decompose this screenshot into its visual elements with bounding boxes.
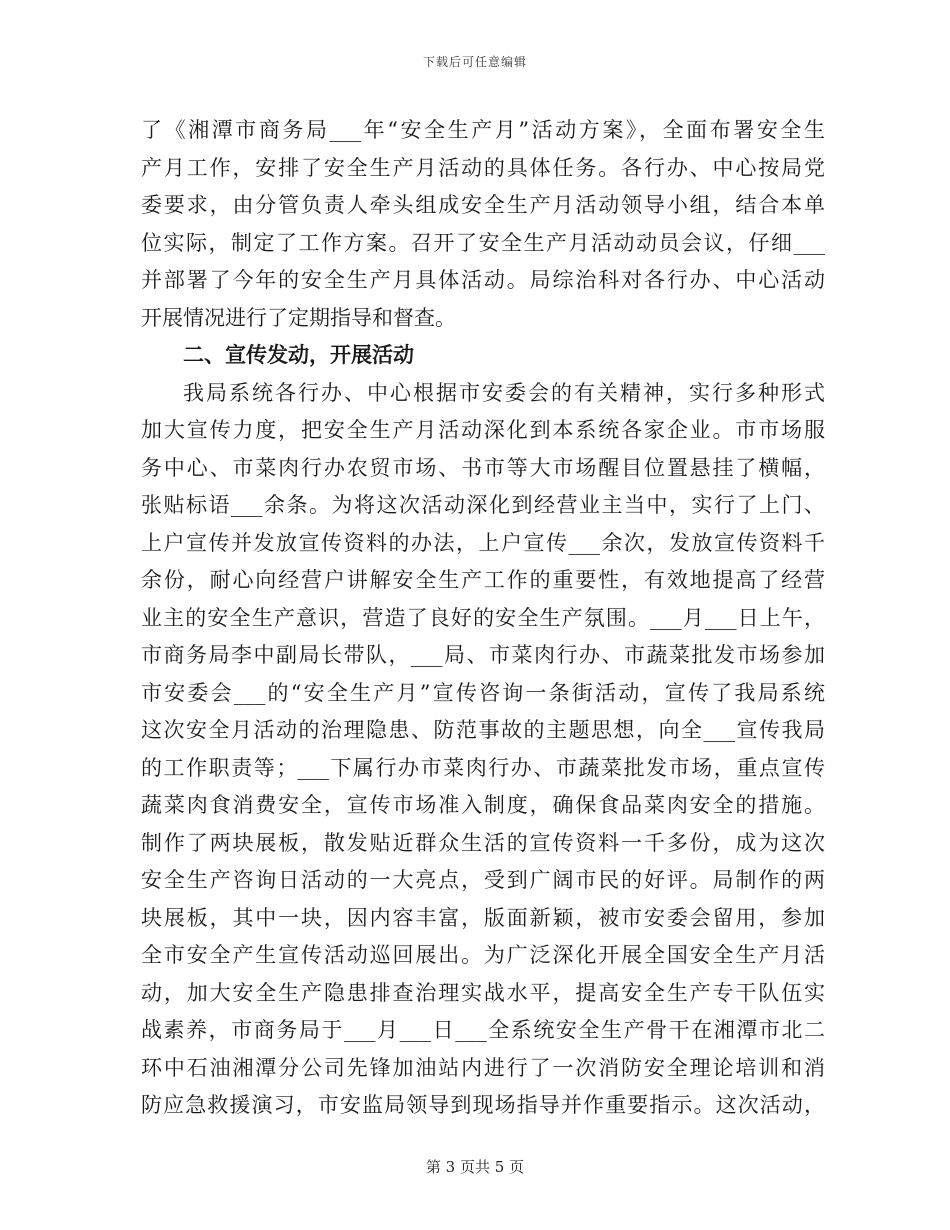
section-heading: 二、宣传发动，开展活动 [183, 343, 414, 367]
text-line: 安全生产咨询日活动的一大亮点，受到广阔市民的好评。局制作的两 [141, 868, 825, 892]
text-line: 蔬菜肉食消费安全，宣传市场准入制度，确保食品菜肉安全的措施。 [141, 793, 825, 817]
text-line: 务中心、市菜肉行办农贸市场、书市等大市场醒目位置悬挂了横幅， [141, 455, 825, 480]
text-line: 块展板，其中一块，因内容丰富，版面新颖，被市安委会留用，参加 [141, 905, 825, 930]
page-number: 第 3 页共 5 页 [425, 1158, 525, 1176]
paragraph-2 [141, 375, 825, 1125]
paragraph-1 [141, 112, 825, 337]
text-line: 市安委会___的“安全生产月”宣传咨询一条街活动，宣传了我局系统 [141, 680, 825, 705]
text-line: 了《湘潭市商务局___年“安全生产月”活动方案》，全面布署安全生 [141, 118, 825, 142]
page-header: 下载后可任意编辑 [422, 55, 527, 69]
text-line: 市商务局李中副局长带队，___局、市菜肉行办、市蔬菜批发市场参加 [141, 643, 825, 667]
text-line: 制作了两块展板，散发贴近群众生活的宣传资料一千多份，成为这次 [141, 830, 825, 855]
text-line: 业主的安全生产意识，营造了良好的安全生产氛围。___月___日上午， [141, 605, 825, 630]
text-line: 战素养，市商务局于___月___日___全系统安全生产骨干在湘潭市北二 [141, 1018, 825, 1042]
text-line: 这次安全月活动的治理隐患、防范事故的主题思想，向全___宣传我局 [141, 718, 825, 742]
text-line: 我局系统各行办、中心根据市安委会的有关精神，实行多种形式 [183, 380, 825, 405]
text-line: 加大宣传力度，把安全生产月活动深化到本系统各家企业。市市场服 [141, 418, 825, 442]
text-line: 位实际，制定了工作方案。召开了安全生产月活动动员会议，仔细___ [141, 230, 825, 255]
text-line: 的工作职责等；___下属行办市菜肉行办、市蔬菜批发市场，重点宣传 [141, 755, 825, 780]
text-line: 动，加大安全生产隐患排查治理实战水平，提高安全生产专干队伍实 [141, 980, 825, 1005]
text-line: 委要求，由分管负责人牵头组成安全生产月活动领导小组，结合本单 [141, 193, 825, 217]
text-line: 开展情况进行了定期指导和督查。 [141, 305, 456, 330]
document-body [141, 112, 825, 1125]
text-line: 全市安全产生宣传活动巡回展出。为广泛深化开展全国安全生产月活 [141, 943, 825, 967]
text-line: 并部署了今年的安全生产月具体活动。局综治科对各行办、中心活动 [141, 268, 825, 292]
text-line: 张贴标语___余条。为将这次活动深化到经营业主当中，实行了上门、 [141, 493, 825, 517]
text-line: 上户宣传并发放宣传资料的办法，上户宣传___余次，发放宣传资料千 [141, 530, 825, 555]
text-line: 产月工作，安排了安全生产月活动的具体任务。各行办、中心按局党 [141, 155, 825, 180]
text-line: 环中石油湘潭分公司先锋加油站内进行了一次消防安全理论培训和消 [141, 1055, 825, 1080]
text-line: 余份，耐心向经营户讲解安全生产工作的重要性，有效地提高了经营 [141, 568, 825, 592]
text-line: 防应急救援演习，市安监局领导到现场指导并作重要指示。这次活动， [141, 1093, 825, 1117]
